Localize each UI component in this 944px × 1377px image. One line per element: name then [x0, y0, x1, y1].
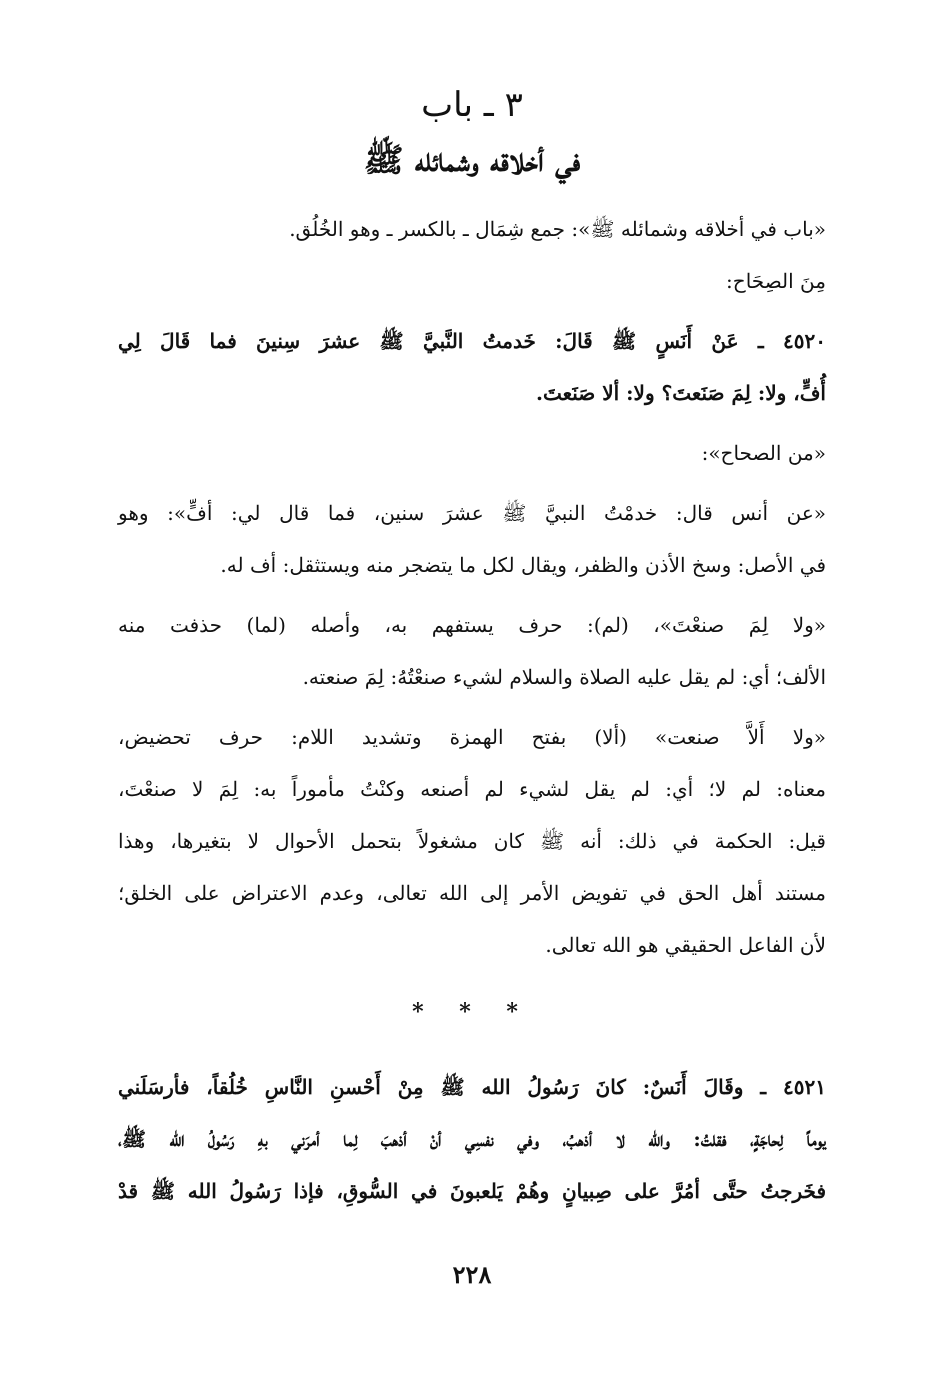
text-line: مستند أهل الحق في تفويض الأمر إلى الله تعالى، وعدم الاعتراض على الخلق؛: [118, 881, 826, 905]
text-line: «ولا لِمَ صنعْتَ»، (لم): حرف يستفهم به، وأصله (لما) حذفت منه: [118, 613, 826, 637]
hadith-line: يوماً لِحاجَةٍ، فقلتُ: والله لا أذهبُ، وفي نفسِي أنْ أذهبَ لِما أمرَني بهِ رَسُولُ الله ﷺ،: [118, 1127, 826, 1151]
text-line: في الأصل: وسخ الأذن والظفر، ويقال لكل ما يتضجر منه ويستثقل: أف له.: [220, 553, 826, 577]
chapter-title: في أخلاقه وشمائله ﷺ: [363, 140, 581, 179]
text-line: قيل: الحكمة في ذلك: أنه ﷺ كان مشغولاً بتحمل الأحوال لا بتغيرها، وهذا: [118, 829, 826, 853]
document-page: [118, 80, 826, 1377]
page-number: ٢٢٨: [452, 1260, 492, 1289]
text-line: «باب في أخلاقه وشمائله ﷺ»: جمع شِمَال ـ بالكسر ـ وهو الخُلُق.: [289, 217, 826, 241]
text-line: «من الصحاح»:: [701, 441, 826, 465]
text-line: الألف؛ أي: لم يقل عليه الصلاة والسلام لشيء صنعْتُهُ: لِمَ صنعته.: [302, 665, 826, 689]
text-line: لأن الفاعل الحقيقي هو الله تعالى.: [545, 933, 826, 957]
text-line: مِنَ الصِحَاح:: [726, 269, 826, 293]
text-line: «ولا أَلاَّ صنعت» (ألا) بفتح الهمزة وتشديد اللام: حرف تحضيض،: [118, 725, 826, 749]
hadith-line: فخَرجتُ حتَّى أمُرَّ على صِبيانٍ وهُمْ يَلعبونَ في السُّوقِ، فإذا رَسُولُ الله ﷺ قدْ: [118, 1179, 826, 1203]
section-separator: * * *: [412, 999, 532, 1025]
chapter-heading: ٣ ـ باب: [421, 85, 523, 125]
text-line: معناه: لم لا؛ أي: لم يقل لشيء لم أصنعه وكنْتُ مأموراً به: لِمَ لا صنعْتَ،: [118, 777, 826, 801]
hadith-line: أُفٍّ، ولا: لِمَ صَنَعتَ؟ ولا: ألا صَنَعتَ.: [536, 381, 826, 405]
text-line: «عن أنس قال: خدمْتُ النبيَّ ﷺ عشرَ سنين، فما قال لي: أفٍّ»: وهو: [118, 501, 826, 525]
hadith-line: ٤٥٢٠ ـ عَنْ أَنَسٍ ﷺ قَالَ: خَدمتُ النَّبيَّ ﷺ عشرَ سِنينَ فما قَالَ لِي: [118, 329, 826, 353]
hadith-line: ٤٥٢١ ـ وقَالَ أَنَسٌ: كانَ رَسُولُ الله ﷺ مِنْ أَحْسنِ النَّاسِ خُلُقاً، فأرسَلَني: [118, 1075, 826, 1099]
